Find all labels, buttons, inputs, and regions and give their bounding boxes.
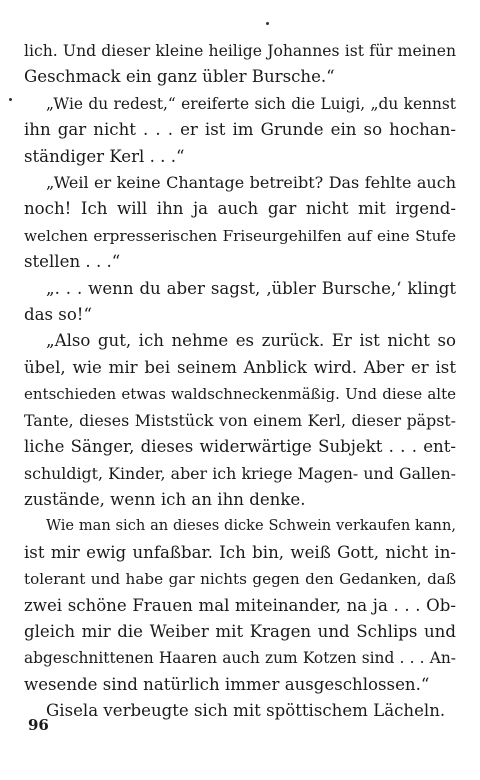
text-line: abgeschnittenen Haaren auch zum Kotzen sind . . . An- bbox=[24, 649, 456, 668]
text-line: gleich mir die Weiber mit Kragen und Schlips und bbox=[24, 621, 456, 641]
text-line: ihn gar nicht . . . er ist im Grunde ein so hochan- bbox=[24, 120, 456, 140]
text-line: „Weil er keine Chantage betreibt? Das fehlte auch bbox=[46, 173, 456, 193]
print-speck bbox=[266, 22, 269, 25]
text-line: tolerant und habe gar nichts gegen den Gedanken, daß bbox=[24, 570, 456, 589]
text-line: ständiger Kerl . . .“ bbox=[24, 146, 185, 166]
print-speck bbox=[9, 98, 12, 101]
text-line: noch! Ich will ihn ja auch gar nicht mit irgend- bbox=[24, 199, 456, 219]
paragraph bbox=[24, 38, 456, 91]
text-line: ist mir ewig unfaßbar. Ich bin, weiß Gott, nicht in- bbox=[24, 542, 456, 562]
text-line: schuldigt, Kinder, aber ich kriege Magen- und Gallen- bbox=[24, 463, 456, 483]
text-line: zustände, wenn ich an ihn denke. bbox=[24, 489, 306, 509]
text-line: welchen erpresserischen Friseurgehilfen auf eine Stufe bbox=[24, 226, 456, 245]
text-line: liche Sänger, dieses widerwärtige Subjekt . . . ent- bbox=[24, 437, 456, 457]
text-line: das so!“ bbox=[24, 305, 92, 325]
text-line: stellen . . .“ bbox=[24, 252, 121, 272]
text-line: „Wie du redest,“ ereiferte sich die Luigi, „du kennst bbox=[46, 94, 456, 113]
text-body bbox=[24, 38, 456, 725]
paragraph bbox=[24, 698, 456, 724]
paragraph bbox=[24, 91, 456, 170]
text-line: lich. Und dieser kleine heilige Johannes ist für meinen bbox=[24, 42, 456, 60]
paragraph bbox=[24, 328, 456, 513]
paragraph bbox=[24, 170, 456, 276]
text-line: Geschmack ein ganz übler Bursche.“ bbox=[24, 67, 335, 87]
text-line: Gisela verbeugte sich mit spöttischem Lächeln. bbox=[46, 701, 446, 721]
text-line: „. . . wenn du aber sagst, ‚übler Bursche,‘ klingt bbox=[46, 278, 456, 298]
text-line: Tante, dieses Miststück von einem Kerl, dieser päpst- bbox=[24, 410, 456, 430]
text-line: übel, wie mir bei seinem Anblick wird. Aber er ist bbox=[24, 357, 456, 377]
text-line: zwei schöne Frauen mal miteinander, na ja . . . Ob- bbox=[24, 595, 456, 615]
text-line: „Also gut, ich nehme es zurück. Er ist nicht so bbox=[46, 331, 456, 351]
text-line: wesende sind natürlich immer ausgeschlossen.“ bbox=[24, 674, 430, 694]
page-number: 96 bbox=[28, 716, 49, 734]
text-line: Wie man sich an dieses dicke Schwein verkaufen kann, bbox=[46, 517, 456, 535]
text-line: entschieden etwas waldschneckenmäßig. Und diese alte bbox=[24, 385, 456, 404]
paragraph bbox=[24, 276, 456, 329]
paragraph bbox=[24, 513, 456, 698]
